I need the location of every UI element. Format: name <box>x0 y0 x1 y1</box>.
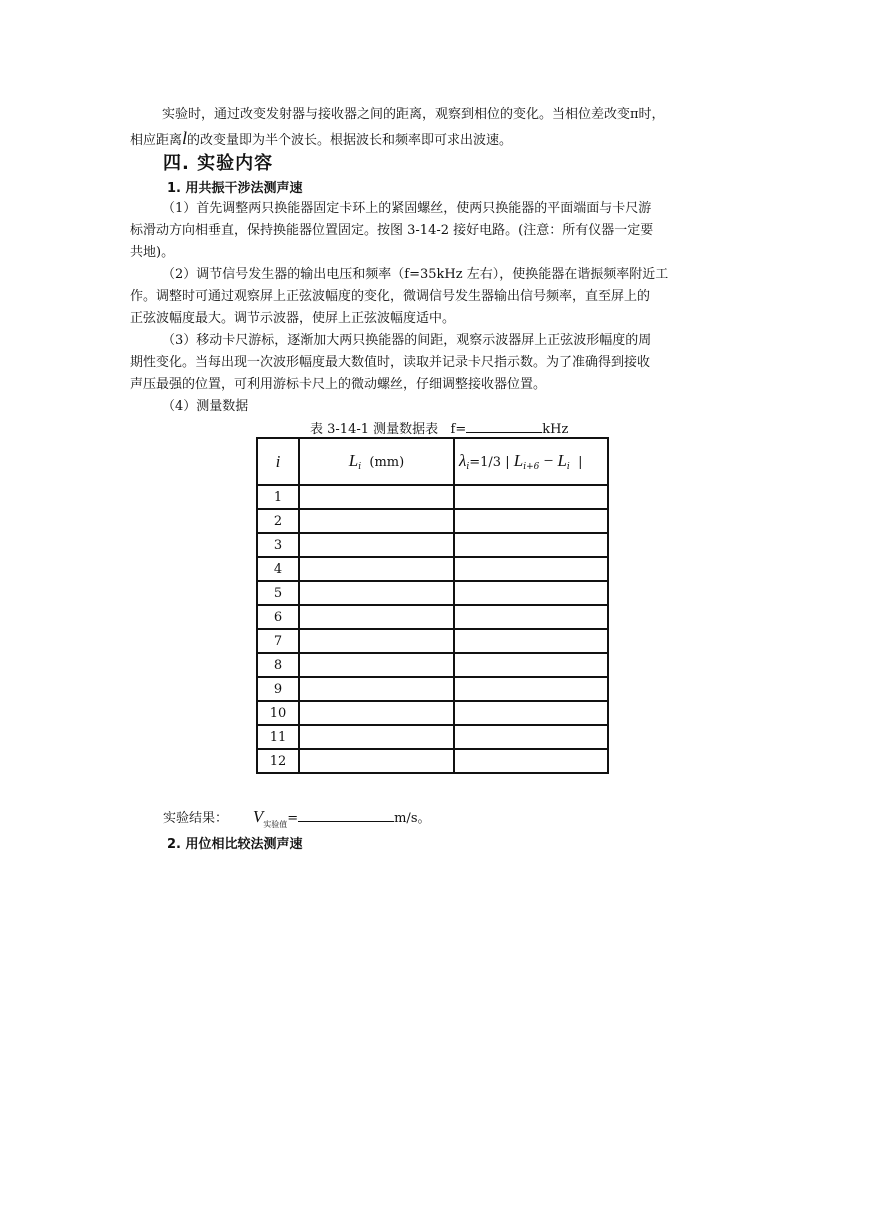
wavelength-cell <box>454 749 608 773</box>
table-row <box>257 749 608 773</box>
position-cell <box>299 509 454 533</box>
row-index: 2 <box>257 509 299 533</box>
wavelength-cell <box>454 677 608 701</box>
position-cell <box>299 557 454 581</box>
result-label: 实验结果： <box>163 811 229 826</box>
position-cell <box>299 581 454 605</box>
subsection-heading-2: 2. 用位相比较法测声速 <box>167 837 303 852</box>
row-index: 7 <box>257 629 299 653</box>
wavelength-cell <box>454 653 608 677</box>
step1-line-2: 标滑动方向相垂直，保持换能器位置固定。按图 3-14-2 接好电路。(注意：所有仪器一定要 <box>130 223 654 238</box>
table-row <box>257 485 608 509</box>
intro-line-2-start: 相应距离 <box>130 133 183 148</box>
position-cell <box>299 701 454 725</box>
table-caption-frequency-label: f= <box>450 422 467 437</box>
wavelength-cell <box>454 509 608 533</box>
position-cell <box>299 677 454 701</box>
result-unit: m/s。 <box>394 811 431 826</box>
experiment-result <box>163 807 431 830</box>
step4-line: （4）测量数据 <box>162 399 249 414</box>
table-row <box>257 581 608 605</box>
wavelength-cell <box>454 605 608 629</box>
table-row <box>257 629 608 653</box>
table-row <box>257 557 608 581</box>
velocity-subscript: 实验值 <box>263 820 288 829</box>
table-row <box>257 701 608 725</box>
step2-line-1: （2）调节信号发生器的输出电压和频率（f=35kHz 左右），使换能器在谐振频率附近工 <box>162 267 669 282</box>
position-cell <box>299 725 454 749</box>
step1-line-1: （1）首先调整两只换能器固定卡环上的紧固螺丝，使两只换能器的平面端面与卡尺游 <box>162 201 652 216</box>
intro-line-1: 实验时，通过改变发射器与接收器之间的距离，观察到相位的变化。当相位差改变π时， <box>162 107 665 122</box>
table-caption-unit: kHz <box>542 422 569 437</box>
position-cell <box>299 749 454 773</box>
wavelength-cell <box>454 701 608 725</box>
table-row <box>257 533 608 557</box>
position-cell <box>299 653 454 677</box>
header-wavelength: $\lambda_i=1/3$ | $L_{i+6} - L_i$ | <box>454 438 608 485</box>
table-row <box>257 677 608 701</box>
frequency-blank <box>466 420 542 433</box>
row-index: 6 <box>257 605 299 629</box>
distance-variable: l <box>182 128 188 148</box>
table-row <box>257 509 608 533</box>
step1-line-3: 共地)。 <box>130 245 175 260</box>
table-caption <box>310 418 568 437</box>
table-header-row <box>257 438 608 485</box>
row-index: 10 <box>257 701 299 725</box>
row-index: 3 <box>257 533 299 557</box>
row-index: 8 <box>257 653 299 677</box>
row-index: 11 <box>257 725 299 749</box>
step3-line-3: 声压最强的位置，可利用游标卡尺上的微动螺丝，仔细调整接收器位置。 <box>130 377 547 392</box>
table-row <box>257 653 608 677</box>
step3-line-1: （3）移动卡尺游标，逐渐加大两只换能器的间距，观察示波器屏上正弦波形幅度的周 <box>162 333 652 348</box>
intro-line-2-end: 的改变量即为半个波长。根据波长和频率即可求出波速。 <box>187 133 513 148</box>
wavelength-cell <box>454 485 608 509</box>
result-equals: = <box>287 811 299 826</box>
row-index: 9 <box>257 677 299 701</box>
velocity-blank <box>298 809 394 822</box>
step2-line-2: 作。调整时可通过观察屏上正弦波幅度的变化，微调信号发生器输出信号频率，直至屏上的 <box>130 289 651 304</box>
wavelength-cell <box>454 725 608 749</box>
table-row <box>257 725 608 749</box>
table-row <box>257 605 608 629</box>
table-caption-label: 表 3-14-1 测量数据表 <box>310 422 439 437</box>
wavelength-cell <box>454 557 608 581</box>
position-cell <box>299 605 454 629</box>
row-index: 5 <box>257 581 299 605</box>
wavelength-cell <box>454 629 608 653</box>
velocity-variable: V <box>252 807 264 826</box>
row-index: 4 <box>257 557 299 581</box>
header-position: $L_i$ (mm) <box>299 438 454 485</box>
section-heading: 四. 实验内容 <box>163 153 274 174</box>
header-index: i <box>257 438 299 485</box>
step3-line-2: 期性变化。当每出现一次波形幅度最大数值时，读取并记录卡尺指示数。为了准确得到接收 <box>130 355 651 370</box>
step2-line-3: 正弦波幅度最大。调节示波器，使屏上正弦波幅度适中。 <box>130 311 456 326</box>
position-cell <box>299 629 454 653</box>
subsection-heading-1: 1. 用共振干涉法测声速 <box>167 181 303 196</box>
position-cell <box>299 485 454 509</box>
position-cell <box>299 533 454 557</box>
row-index: 12 <box>257 749 299 773</box>
row-index: 1 <box>257 485 299 509</box>
wavelength-cell <box>454 581 608 605</box>
wavelength-cell <box>454 533 608 557</box>
measurement-table <box>256 437 609 774</box>
